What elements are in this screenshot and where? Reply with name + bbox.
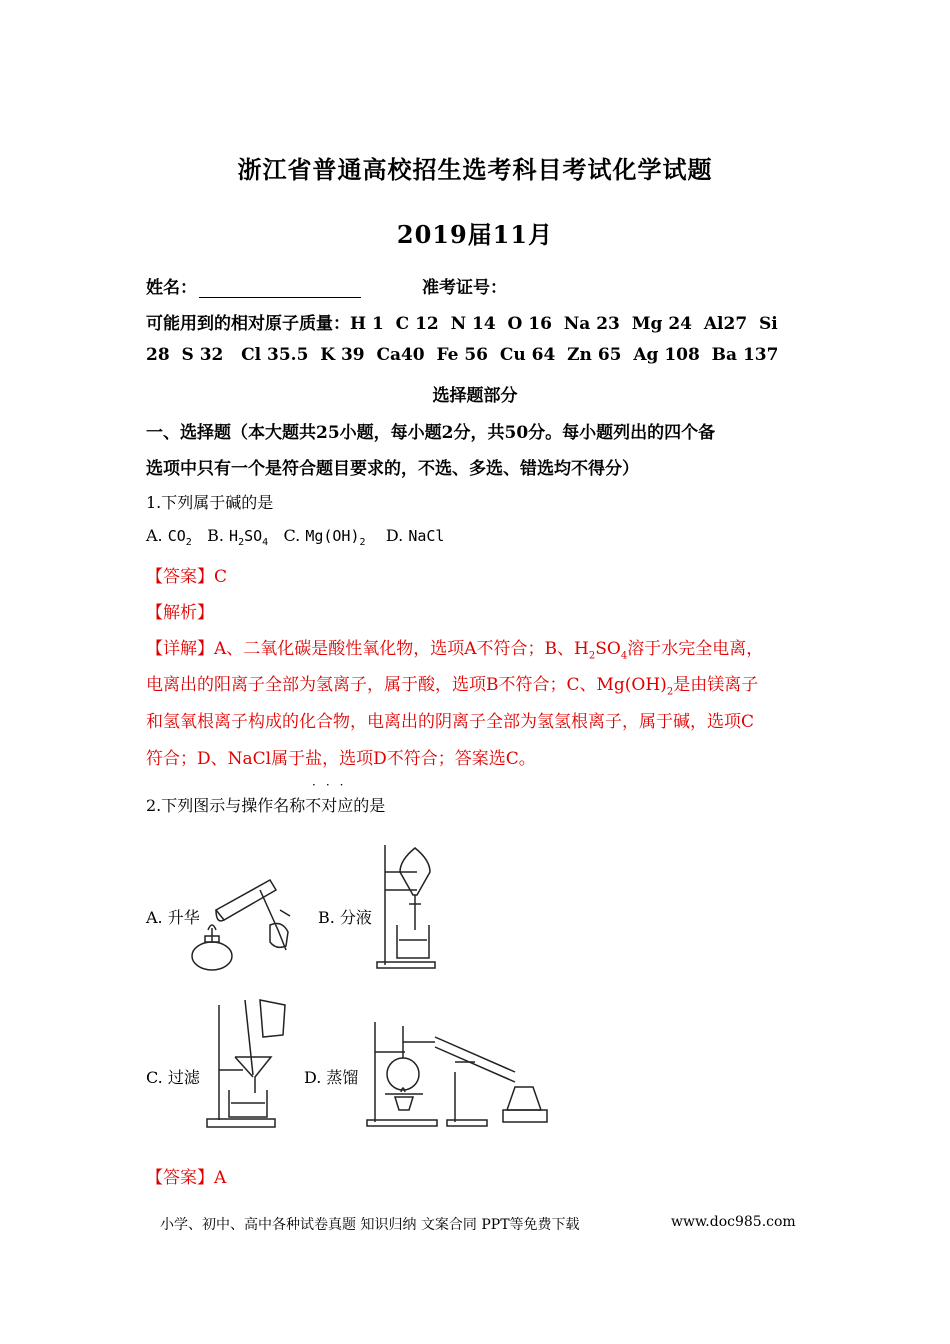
part-title: 选择题部分 (432, 386, 518, 406)
sublimation-apparatus-figure (190, 870, 300, 975)
q2-option-b: B. 分液 (318, 908, 372, 927)
footer-text: 小学、初中、高中各种试卷真题 知识归纳 文案合同 PPT等免费下载 (160, 1217, 580, 1233)
exam-id-label: 准考证号： (422, 278, 507, 298)
q1-option-c: $Mg(OH)_2$ (305, 527, 366, 548)
q2-answer: 【答案】A (146, 1168, 227, 1188)
q1-answer: 【答案】C (146, 567, 228, 587)
page-subtitle: 2019届11月 (396, 220, 554, 249)
q2-option-d: D. 蒸馏 (304, 1068, 359, 1087)
q1-option-a: $CO_2$ (167, 527, 192, 548)
atomic-mass-line-2: 28 S 32 Cl 35.5 K 39 Ca40 Fe 56 Cu 64 Zn 65 Ag 108 Ba 137 (146, 345, 779, 365)
q1-option-c-label: C. (283, 526, 301, 545)
filtration-figure (205, 995, 295, 1135)
emphasis-dots: ··· (312, 778, 354, 792)
footer-url[interactable]: www.doc985.com (671, 1214, 796, 1230)
q1-options (146, 526, 444, 548)
q1-stem: 1.下列属于碱的是 (146, 493, 274, 512)
name-label: 姓名： (146, 278, 197, 298)
q1-option-d: NaCl (408, 527, 445, 545)
q2-option-a: A. 升华 (146, 908, 200, 927)
name-field-row (146, 273, 361, 298)
q1-option-d-label: D. (385, 526, 404, 545)
q1-detail-line-1: 【详解】A、二氧化碳是酸性氧化物，选项A不符合；B、$H_2SO_4$溶于水完全电离， (146, 639, 764, 662)
q1-option-b-label: B. (207, 526, 224, 545)
q1-analysis-label: 【解析】 (146, 603, 214, 623)
q1-detail-line-2: 电离出的阳离子全部为氢离子，属于酸，选项B不符合；C、$Mg(OH)_2$是由镁离子 (146, 675, 759, 698)
q2-stem: 2.下列图示与操作名称不对应的是 (146, 796, 386, 815)
separatory-funnel-figure (375, 840, 445, 970)
q1-detail-line-3: 和氢氧根离子构成的化合物，电离出的阴离子全部为氢氢根离子，属于碱，选项C (146, 712, 755, 732)
q1-detail-line-4: 符合；D、NaCl属于盐，选项D不符合；答案选C。 (146, 749, 536, 769)
section-heading-line-2: 选项中只有一个是符合题目要求的，不选、多选、错选均不得分） (146, 459, 639, 479)
page-title: 浙江省普通高校招生选考科目考试化学试题 (237, 155, 713, 184)
q1-option-b: $H_2SO_4$ (229, 527, 269, 548)
name-blank[interactable] (199, 279, 361, 298)
q1-option-a-label: A. (146, 526, 163, 545)
atomic-mass-line-1: 可能用到的相对原子质量：H 1 C 12 N 14 O 16 Na 23 Mg 24 Al27 Si (146, 314, 778, 334)
distillation-figure (365, 1012, 555, 1132)
q2-option-c: C. 过滤 (146, 1068, 200, 1087)
section-heading-line-1: 一、选择题（本大题共25小题，每小题2分，共50分。每小题列出的四个备 (146, 423, 716, 443)
